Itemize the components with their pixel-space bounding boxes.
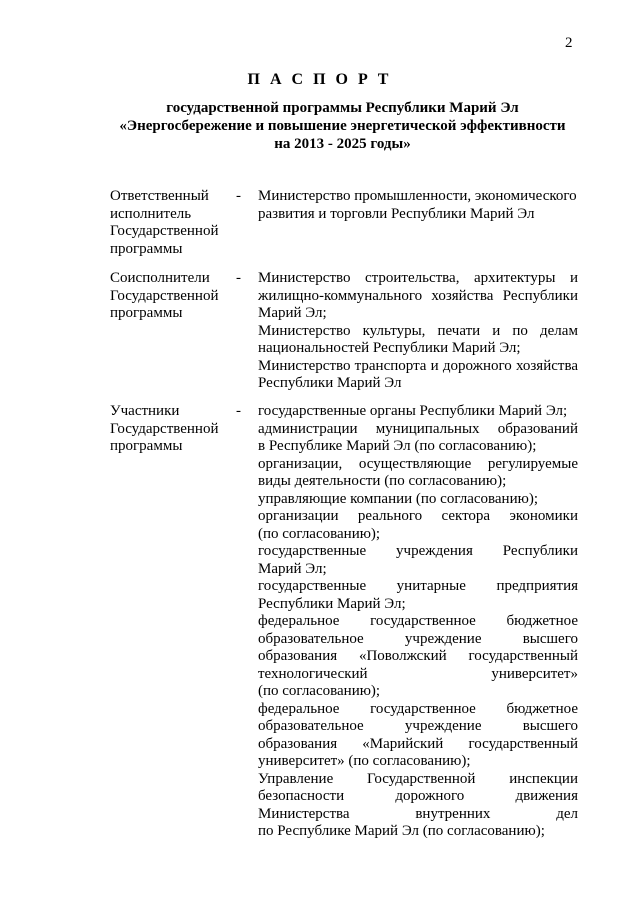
row-dash: -: [236, 270, 241, 286]
content-line: [258, 188, 578, 206]
content-word: государственный: [468, 735, 578, 752]
content-word: виды деятельности (по согласованию);: [258, 473, 507, 489]
content-line: [258, 270, 578, 288]
content-word: высшего: [522, 718, 578, 734]
content-word: организации,: [258, 455, 343, 472]
content-word: «Поволжский: [358, 648, 447, 664]
row-label: [110, 270, 230, 323]
row-label: [110, 403, 230, 456]
label-line: Государственной: [110, 223, 219, 239]
content-word: технологический: [258, 665, 368, 682]
content-word: строительства,: [365, 270, 460, 286]
content-word: государственное: [370, 613, 476, 629]
content-line: [258, 631, 578, 649]
label-line: программы: [110, 438, 183, 454]
row-dash: -: [236, 403, 241, 419]
content-line: [258, 526, 578, 544]
content-word: Марий Эл;: [258, 560, 327, 577]
content-line: [258, 753, 578, 771]
content-word: реального: [357, 508, 423, 524]
content-word: регулируемые: [487, 455, 578, 472]
content-line: [258, 508, 578, 526]
content-word: администрации: [258, 420, 358, 437]
content-word: Министерство промышленности, экономического: [258, 188, 577, 204]
content-word: дел: [556, 805, 578, 822]
content-word: государственное: [370, 700, 476, 717]
label-line: программы: [110, 240, 183, 257]
row-content: [258, 270, 578, 393]
content-word: Республики Марий Эл;: [258, 595, 406, 612]
content-word: университет» (по согласованию);: [258, 753, 471, 769]
row-content: [258, 403, 578, 841]
content-word: государственные органы Республики Марий Эл;: [258, 403, 568, 419]
content-word: печати: [437, 322, 481, 339]
content-word: безопасности: [258, 788, 345, 804]
content-word: в Республике Марий Эл (по согласованию);: [258, 438, 537, 454]
content-word: государственные: [258, 543, 367, 559]
content-word: инспекции: [509, 770, 578, 787]
content-line: [258, 421, 578, 439]
content-word: образовательное: [258, 718, 364, 734]
content-word: и: [430, 357, 439, 374]
document-title: П А С П О Р Т: [247, 71, 392, 88]
content-word: федеральное: [258, 613, 340, 629]
content-word: бюджетное: [506, 700, 578, 717]
subtitle-line: на 2013 - 2025 годы»: [274, 136, 411, 152]
content-word: транспорта: [354, 357, 427, 374]
content-line: [258, 806, 578, 824]
content-word: экономики: [509, 508, 578, 524]
content-line: [258, 561, 578, 579]
content-line: [258, 206, 578, 224]
content-word: национальностей Республики Марий Эл;: [258, 340, 521, 356]
content-word: Республики Марий Эл: [258, 375, 402, 391]
subtitle-line: государственной программы Республики Марий Эл: [166, 100, 519, 116]
content-word: образования: [258, 735, 338, 752]
content-word: Министерство: [258, 270, 351, 286]
content-word: учреждения: [396, 543, 473, 559]
content-line: [258, 491, 578, 509]
content-line: [258, 701, 578, 719]
content-word: муниципальных: [375, 420, 480, 437]
content-word: культуры,: [362, 322, 426, 339]
content-line: [258, 340, 578, 358]
content-line: [258, 648, 578, 666]
content-word: дорожного: [442, 357, 512, 374]
content-word: Министерства: [258, 805, 350, 822]
content-word: учреждение: [404, 630, 482, 647]
content-line: [258, 438, 578, 456]
content-word: Марий Эл;: [258, 305, 327, 321]
content-word: (по согласованию);: [258, 525, 381, 542]
content-word: организации: [258, 508, 339, 524]
content-word: бюджетное: [506, 613, 578, 629]
content-word: федеральное: [258, 700, 340, 717]
content-word: «Марийский: [362, 735, 444, 752]
content-word: (по согласованию);: [258, 683, 381, 699]
content-word: хозяйства: [515, 357, 578, 374]
content-word: Республики: [502, 543, 578, 559]
content-word: сектора: [441, 508, 491, 524]
content-line: [258, 613, 578, 631]
content-line: [258, 683, 578, 701]
content-word: и: [569, 270, 578, 286]
content-word: государственные: [258, 578, 367, 594]
content-word: хозяйства: [431, 287, 494, 304]
label-line: Государственной: [110, 287, 219, 304]
content-word: Министерство: [258, 357, 351, 374]
content-word: государственный: [468, 648, 578, 664]
label-line: исполнитель: [110, 205, 192, 222]
content-word: движения: [515, 788, 578, 804]
content-word: дорожного: [395, 788, 465, 804]
content-line: [258, 596, 578, 614]
content-word: развития и торговли Республики Марий Эл: [258, 205, 535, 222]
subtitle-line: «Энергосбережение и повышение энергетической эффективности: [119, 118, 566, 134]
content-word: осуществляющие: [358, 455, 472, 472]
label-line: Ответственный: [110, 188, 209, 204]
content-word: Министерство: [258, 322, 351, 339]
content-line: [258, 358, 578, 376]
content-word: по Республике Марий Эл (по согласованию);: [258, 823, 545, 839]
content-line: [258, 666, 578, 684]
document-subtitle: [60, 99, 625, 153]
content-line: [258, 288, 578, 306]
content-word: архитектуры: [473, 270, 556, 286]
row-dash: -: [236, 188, 241, 204]
content-word: Республики: [502, 287, 578, 304]
page-number: 2: [565, 35, 573, 51]
content-word: и: [492, 322, 501, 339]
content-word: управляющие компании (по согласованию);: [258, 490, 538, 507]
label-line: Государственной: [110, 420, 219, 437]
content-line: [258, 771, 578, 789]
content-line: [258, 403, 578, 421]
label-line: программы: [110, 305, 183, 321]
content-word: образования: [258, 648, 338, 664]
content-word: внутренних: [415, 805, 491, 822]
content-word: по: [512, 322, 528, 339]
content-word: жилищно-коммунального: [258, 287, 423, 304]
content-word: предприятия: [496, 578, 578, 594]
content-line: [258, 736, 578, 754]
content-line: [258, 543, 578, 561]
content-line: [258, 323, 578, 341]
content-line: [258, 305, 578, 323]
content-word: Государственной: [366, 770, 476, 787]
content-line: [258, 788, 578, 806]
content-line: [258, 578, 578, 596]
content-word: делам: [540, 322, 578, 339]
content-word: Управление: [258, 770, 334, 787]
content-line: [258, 375, 578, 393]
label-line: Соисполнители: [110, 270, 210, 286]
label-line: Участники: [110, 403, 180, 419]
content-word: унитарные: [396, 578, 466, 594]
content-word: образований: [497, 420, 578, 437]
row-content: [258, 188, 578, 223]
content-word: высшего: [522, 630, 578, 647]
content-word: университет»: [491, 665, 578, 682]
content-word: образовательное: [258, 630, 364, 647]
content-line: [258, 718, 578, 736]
content-line: [258, 473, 578, 491]
content-line: [258, 456, 578, 474]
content-word: учреждение: [404, 718, 482, 734]
row-label: [110, 188, 230, 258]
content-line: [258, 823, 578, 841]
